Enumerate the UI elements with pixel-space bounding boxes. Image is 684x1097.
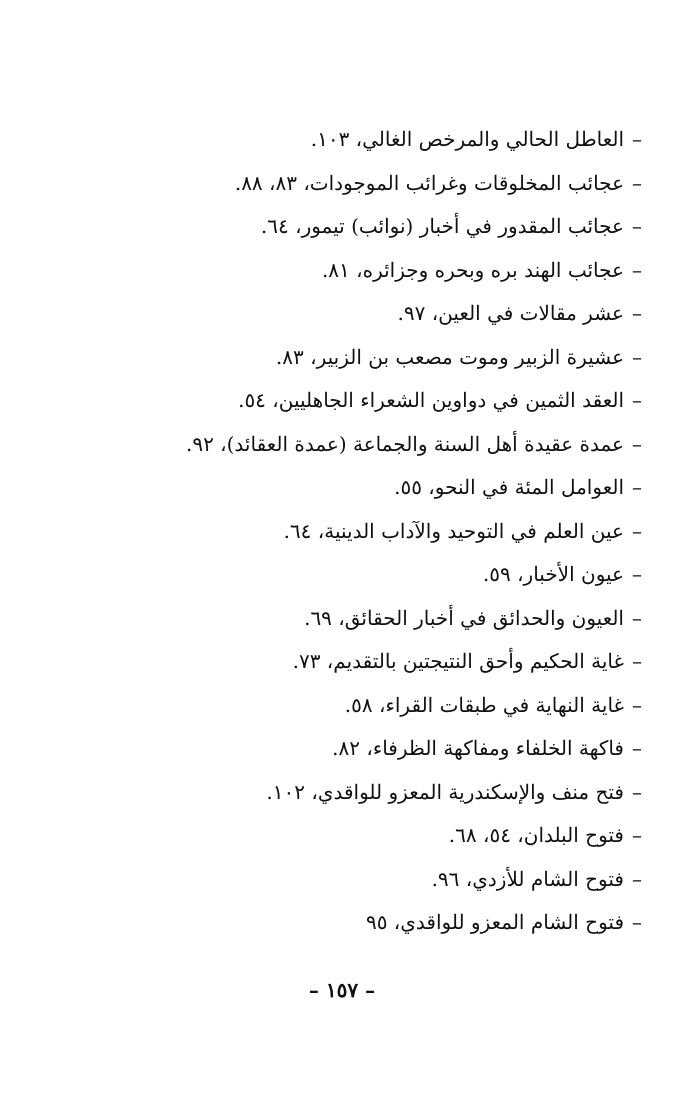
list-item bbox=[32, 901, 642, 945]
entry-dash: – bbox=[632, 605, 642, 630]
entry-text: فتوح الشام المعزو للواقدي، ٩٥ bbox=[365, 910, 624, 934]
entry-dash: – bbox=[632, 562, 642, 586]
entry-text: عجائب المقدور في أخبار (نوائب) تيمور، ٦٤. bbox=[260, 214, 624, 238]
list-item bbox=[32, 249, 642, 293]
entry-text: عيون الأخبار، ٥٩. bbox=[482, 562, 624, 586]
entry-text: عمدة عقيدة أهل السنة والجماعة (عمدة العقائد)، ٩٢. bbox=[185, 431, 624, 456]
entry-text: عشر مقالات في العين، ٩٧. bbox=[397, 301, 624, 325]
entry-dash: – bbox=[632, 431, 642, 456]
list-item bbox=[32, 466, 642, 510]
entry-text: عجائب الهند بره وبحره وجزائره، ٨١. bbox=[321, 257, 624, 282]
entry-text: فاكهة الخلفاء ومفاكهة الظرفاء، ٨٢. bbox=[332, 736, 624, 760]
entry-dash: – bbox=[632, 257, 642, 282]
entry-text: غاية الحكيم وأحق النتيجتين بالتقديم، ٧٣. bbox=[292, 649, 624, 673]
entry-text: عين العلم في التوحيد والآداب الدينية، ٦٤. bbox=[283, 518, 624, 543]
entry-text: فتح منف والإسكندرية المعزو للواقدي، ١٠٢. bbox=[266, 779, 624, 804]
entry-dash: – bbox=[632, 736, 642, 760]
index-list bbox=[32, 118, 642, 945]
entry-dash: – bbox=[632, 388, 642, 412]
list-item bbox=[32, 858, 642, 902]
entry-text: فتوح الشام للأزدي، ٩٦. bbox=[431, 866, 624, 891]
entry-dash: – bbox=[632, 779, 642, 804]
list-item bbox=[32, 292, 642, 336]
entry-text: العيون والحدائق في أخبار الحقائق، ٦٩. bbox=[304, 605, 624, 630]
entry-dash: – bbox=[632, 692, 642, 717]
entry-text: العاطل الحالي والمرخص الغالي، ١٠٣. bbox=[310, 127, 624, 151]
list-item bbox=[32, 640, 642, 684]
page-number: – ١٥٧ – bbox=[308, 978, 376, 1002]
list-item bbox=[32, 510, 642, 554]
list-item bbox=[32, 379, 642, 423]
list-item bbox=[32, 205, 642, 249]
entry-dash: – bbox=[632, 214, 642, 238]
list-item bbox=[32, 771, 642, 815]
entry-dash: – bbox=[632, 910, 642, 934]
list-item bbox=[32, 814, 642, 858]
entry-dash: – bbox=[632, 475, 642, 499]
list-item bbox=[32, 684, 642, 728]
entry-dash: – bbox=[632, 344, 642, 369]
entry-text: غاية النهاية في طبقات القراء، ٥٨. bbox=[344, 692, 624, 717]
list-item bbox=[32, 162, 642, 206]
entry-text: العقد الثمين في دواوين الشعراء الجاهليين، ٥٤. bbox=[238, 388, 624, 412]
entry-text: عشيرة الزبير وموت مصعب بن الزبير، ٨٣. bbox=[275, 344, 624, 369]
entry-dash: – bbox=[632, 127, 642, 151]
entry-dash: – bbox=[632, 518, 642, 543]
entry-text: عجائب المخلوقات وغرائب الموجودات، ٨٣، ٨٨. bbox=[234, 170, 624, 195]
entry-dash: – bbox=[632, 301, 642, 325]
list-item bbox=[32, 597, 642, 641]
entry-text: العوامل المئة في النحو، ٥٥. bbox=[394, 475, 624, 499]
list-item bbox=[32, 423, 642, 467]
entry-dash: – bbox=[632, 170, 642, 195]
list-item bbox=[32, 336, 642, 380]
entry-text: فتوح البلدان، ٥٤، ٦٨. bbox=[448, 823, 624, 847]
entry-dash: – bbox=[632, 866, 642, 891]
entry-dash: – bbox=[632, 649, 642, 673]
list-item bbox=[32, 727, 642, 771]
list-item bbox=[32, 118, 642, 162]
entry-dash: – bbox=[632, 823, 642, 847]
list-item bbox=[32, 553, 642, 597]
